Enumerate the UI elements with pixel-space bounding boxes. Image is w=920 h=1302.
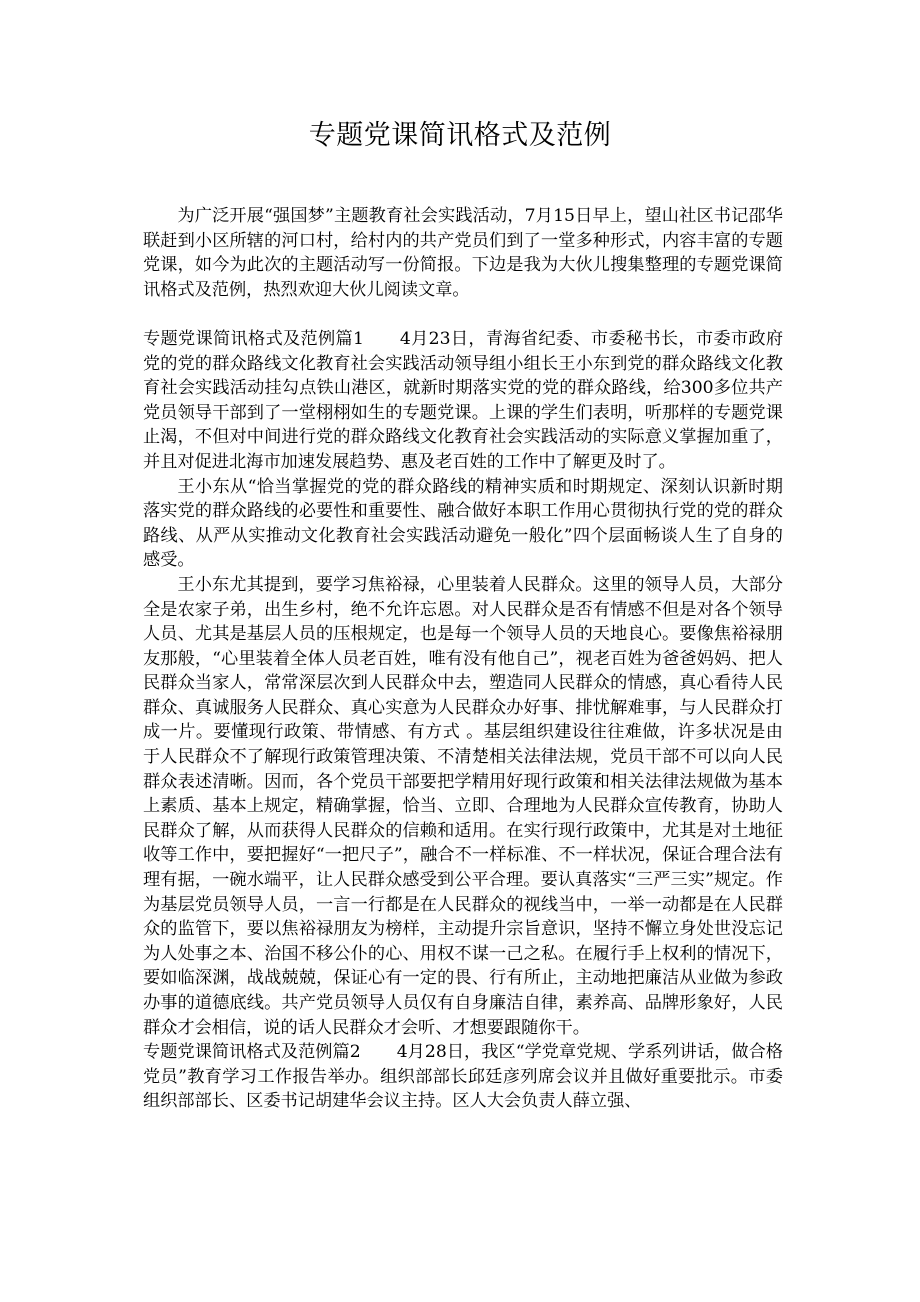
paragraph-spacer <box>143 302 783 327</box>
section-1-paragraph-3: 王小东尤其提到，要学习焦裕禄，心里装着人民群众。这里的领导人员，大部分全是农家子弟，出生乡村，绝不允许忘恩。对人民群众是否有情感不但是对各个领导人员、尤其是基层人员的压根规定，也是每一个领导人员的天地良心。要像焦裕禄朋友那般，“心里装着全体人员老百姓，唯有没有他自己”，视老百姓为爸爸妈妈、把人民群众当家人，常常深层次到人民群众中去，塑造同人民群众的情感，真心看待人民群众、真诚服务人民群众、真心实意为人民群众办好事、排忧解难事，与人民群众打成一片。要懂现行政策、带情感、有方式 。基层组织建设往往难做，许多状况是由于人民群众不了解现行政策管理决策、不清楚相关法律法规，党员干部不可以向人民群众表述清晰。因而，各个党员干部要把学精用好现行政策和相关法律法规做为基本上素质、基本上规定，精确掌握，恰当、立即、合理地为人民群众宣传教育，协助人民群众了解，从而获得人民群众的信赖和适用。在实行现行政策中，尤其是对土地征收等工作中，要把握好“一把尺子”，融合不一样标准、不一样状况，保证合理合法有理有据，一碗水端平，让人民群众感受到公平合理。要认真落实“三严三实”规定。作为基层党员领导人员，一言一行都是在人民群众的视线当中，一举一动都是在人民群众的监管下，要以焦裕禄朋友为榜样，主动提升宗旨意识，坚持不懈立身处世没忘记为人处事之本、治国不移公仆的心、用权不谋一己之私。在履行手上权利的情况下，要如临深渊，战战兢兢，保证心有一定的畏、行有所止，主动地把廉洁从业做为参政办事的道德底线。共产党员领导人员仅有自身廉洁自律，素养高、品牌形象好，人民群众才会相信，说的话人民群众才会听、才想要跟随你干。 <box>143 574 783 1038</box>
section-1-paragraph-2: 王小东从“恰当掌握党的党的群众路线的精神实质和时期规定、深刻认识新时期落实党的群众路线的必要性和重要性、融合做好本职工作用心贯彻执行党的党的群众路线、从严从实推动文化教育社会实践活动避免一般化”四个层面畅谈人生了自身的感受。 <box>143 476 783 571</box>
section-2-paragraph <box>143 1040 783 1114</box>
intro-paragraph: 为广泛开展“强国梦”主题教育社会实践活动，7月15日早上，望山社区书记邵华联赶到小区所辖的河口村，给村内的共产党员们到了一堂多种形式，内容丰富的专题党课，如今为此次的主题活动写一份简报。下边是我为大伙儿搜集整理的专题党课简讯格式及范例，热烈欢迎大伙儿阅读文章。 <box>143 206 783 300</box>
section-1-heading: 专题党课简讯格式及范例篇1 <box>143 328 364 349</box>
page-title: 专题党课简讯格式及范例 <box>308 120 612 151</box>
section-2-heading: 专题党课简讯格式及范例篇2 <box>143 1042 361 1063</box>
section-1-text: 4月23日，青海省纪委、市委秘书长，市委市政府党的党的群众路线文化教育社会实践活动领导组小组长王小东到党的群众路线文化教育社会实践活动挂勾点铁山港区，就新时期落实党的党的群众路线，给300多位共产党员领导干部到了一堂栩栩如生的专题党课。上课的学生们表明，听那样的专题党课止渴，不但对中间进行党的群众路线文化教育社会实践活动的实际意义掌握加重了，并且对促进北海市加速发展趋势、惠及老百姓的工作中了解更及时了。 <box>143 328 784 472</box>
section-1-paragraph <box>143 327 783 475</box>
document-body <box>143 204 783 1114</box>
section-2-text: 4月28日，我区“学党章党规、学系列讲话，做合格党员”教育学习工作报告举办。组织部部长邱廷彦列席会议并且做好重要批示。市委组织部部长、区委书记胡建华会议主持。区人大会负责人薛立强、 <box>143 1042 783 1112</box>
